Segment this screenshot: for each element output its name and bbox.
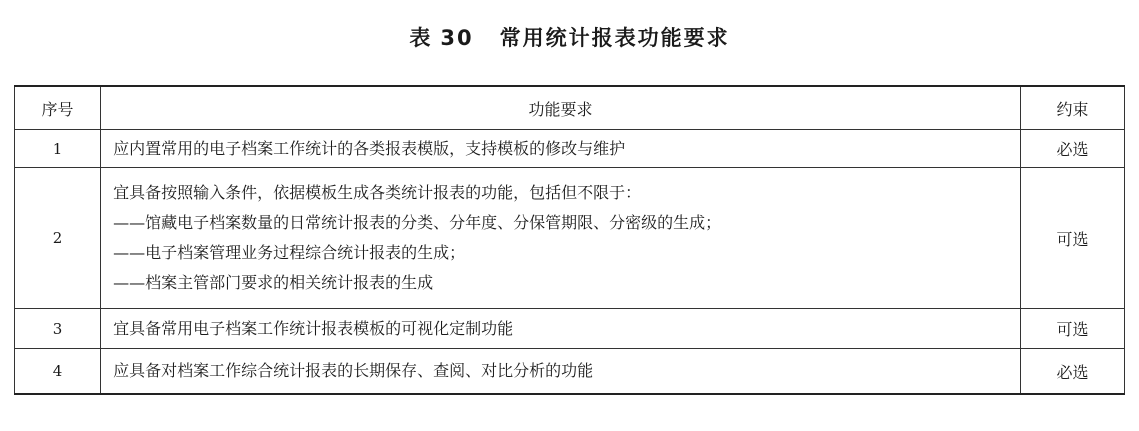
table-title-number: 30	[440, 26, 474, 50]
table-title-prefix: 表	[409, 26, 433, 50]
row-constraint: 可选	[1020, 168, 1124, 309]
row-no: 4	[15, 349, 101, 395]
row-requirement	[101, 130, 1021, 168]
requirement-line: 应具备对档案工作综合统计报表的长期保存、查阅、对比分析的功能	[113, 361, 594, 380]
requirement-line: ——馆藏电子档案数量的日常统计报表的分类、分年度、分保管期限、分密级的生成；	[113, 213, 722, 232]
requirement-line: 应内置常用的电子档案工作统计的各类报表模版，支持模板的修改与维护	[113, 138, 626, 158]
row-no: 2	[15, 168, 101, 309]
table-row	[15, 130, 1125, 168]
header-no: 序号	[15, 86, 101, 130]
row-constraint: 可选	[1020, 309, 1124, 349]
requirement-line: 宜具备按照输入条件，依据模板生成各类统计报表的功能，包括但不限于：	[113, 183, 642, 202]
row-constraint: 必选	[1020, 130, 1124, 168]
header-constraint: 约束	[1020, 86, 1124, 130]
requirement-line: 宜具备常用电子档案工作统计报表模板的可视化定制功能	[113, 318, 514, 338]
table-title-text: 常用统计报表功能要求	[499, 26, 730, 50]
row-requirement	[101, 309, 1021, 349]
row-no: 3	[15, 309, 101, 349]
table-row	[15, 168, 1125, 309]
row-no: 1	[15, 130, 101, 168]
requirement-line: ——档案主管部门要求的相关统计报表的生成	[113, 273, 434, 292]
row-constraint: 必选	[1020, 349, 1124, 395]
requirements-table	[14, 85, 1125, 395]
header-requirement: 功能要求	[101, 86, 1021, 130]
table-header-row	[15, 86, 1125, 130]
table-row	[15, 349, 1125, 395]
requirement-line: ——电子档案管理业务过程综合统计报表的生成；	[113, 243, 466, 262]
row-requirement	[101, 168, 1021, 309]
table-row	[15, 309, 1125, 349]
table-title	[0, 22, 1139, 52]
row-requirement	[101, 349, 1021, 395]
